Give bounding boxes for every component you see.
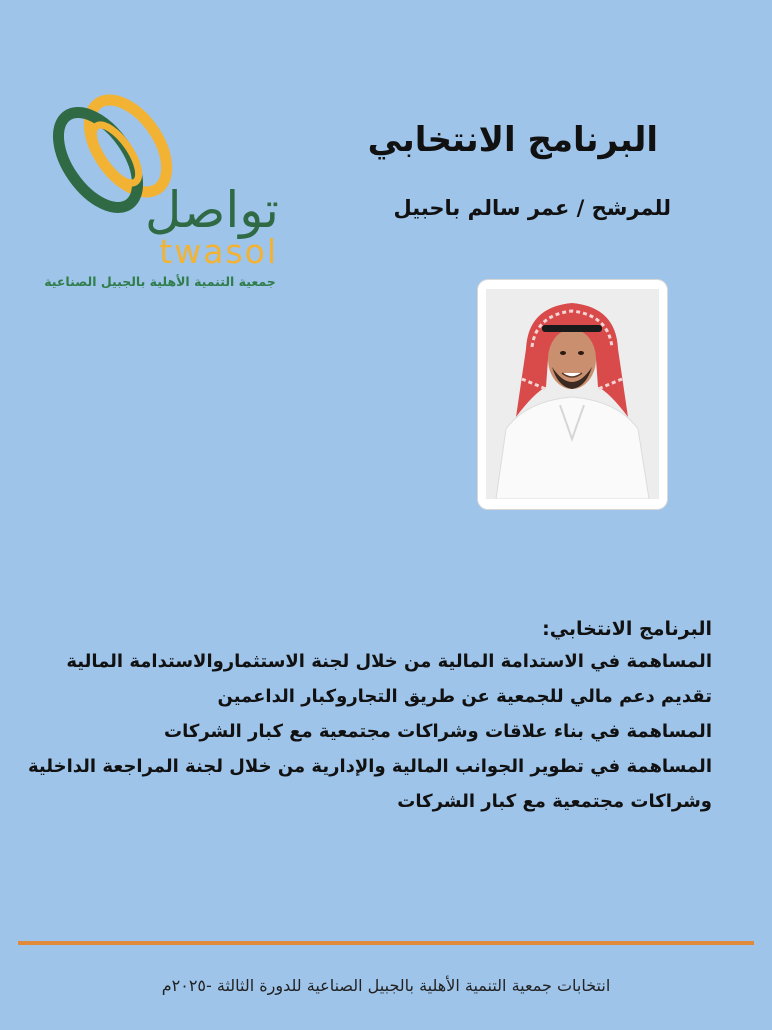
program-item: المساهمة في تطوير الجوانب المالية والإدارية من خلال لجنة المراجعة الداخلية xyxy=(28,756,712,777)
program-item: المساهمة في الاستدامة المالية من خلال لجنة الاستثماروالاستدامة المالية xyxy=(66,651,712,672)
program-item: تقديم دعم مالي للجمعية عن طريق التجاروكبار الداعمين xyxy=(217,686,712,707)
candidate-photo-frame xyxy=(478,280,667,509)
logo-latin-wordmark: twasol xyxy=(159,232,278,271)
program-list xyxy=(28,644,712,819)
program-item: وشراكات مجتمعية مع كبار الشركات xyxy=(397,791,712,812)
candidate-name: للمرشح / عمر سالم باحبيل xyxy=(393,196,671,220)
page-title: البرنامج الانتخابي xyxy=(367,120,658,160)
program-heading: البرنامج الانتخابي: xyxy=(542,618,712,640)
candidate-photo xyxy=(486,289,659,499)
twasol-logo xyxy=(40,88,280,298)
footer-divider xyxy=(18,941,754,945)
logo-arabic-wordmark: تواصل xyxy=(145,181,279,239)
logo-tagline: جمعية التنمية الأهلية بالجبيل الصناعية xyxy=(44,274,276,289)
footer-text: انتخابات جمعية التنمية الأهلية بالجبيل الصناعية للدورة الثالثة -٢٠٢٥م xyxy=(161,976,611,995)
program-item: المساهمة في بناء علاقات وشراكات مجتمعية مع كبار الشركات xyxy=(164,721,712,742)
program-section xyxy=(28,614,712,819)
candidate-portrait-icon xyxy=(486,289,659,499)
